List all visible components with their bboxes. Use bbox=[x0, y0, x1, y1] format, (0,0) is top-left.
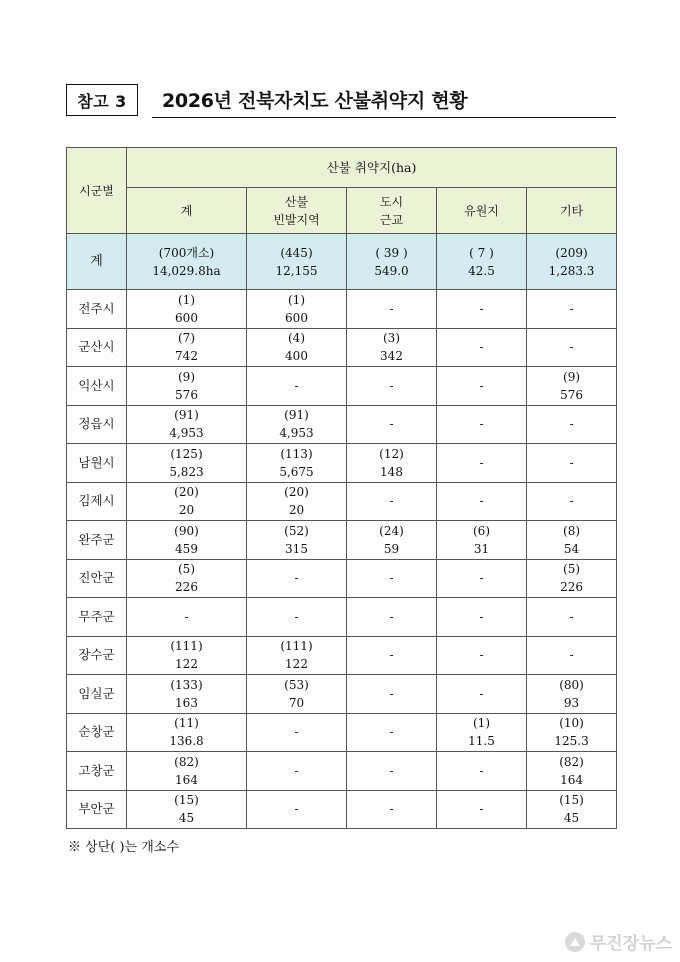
count-value: (1) bbox=[288, 292, 305, 307]
empty-value: - bbox=[389, 648, 394, 663]
empty-value: - bbox=[569, 417, 574, 432]
count-value: (111) bbox=[280, 639, 313, 654]
data-cell bbox=[437, 405, 527, 444]
area-value: 342 bbox=[380, 349, 403, 364]
data-cell bbox=[127, 405, 247, 444]
count-value: (52) bbox=[284, 523, 309, 538]
empty-value: - bbox=[294, 725, 299, 740]
data-cell bbox=[127, 234, 247, 290]
data-cell bbox=[347, 559, 437, 598]
table-row bbox=[67, 752, 617, 791]
table-row bbox=[67, 675, 617, 714]
empty-value: - bbox=[389, 494, 394, 509]
area-value: 136.8 bbox=[169, 734, 204, 749]
area-value: 549.0 bbox=[374, 263, 409, 278]
page-title: 2026년 전북자치도 산불취약지 현황 bbox=[162, 90, 468, 112]
empty-value: - bbox=[389, 609, 394, 624]
empty-value: - bbox=[389, 802, 394, 817]
data-cell bbox=[127, 328, 247, 367]
count-value: (209) bbox=[555, 245, 588, 260]
data-cell bbox=[437, 790, 527, 829]
data-cell bbox=[437, 482, 527, 521]
count-value: (91) bbox=[174, 408, 199, 423]
area-value: 20 bbox=[178, 503, 195, 518]
empty-value: - bbox=[479, 378, 484, 393]
data-cell bbox=[247, 713, 347, 752]
count-value: (91) bbox=[284, 408, 309, 423]
count-value: (10) bbox=[559, 716, 584, 731]
table-row bbox=[67, 636, 617, 675]
data-cell bbox=[347, 367, 437, 406]
data-cell bbox=[527, 482, 617, 521]
count-value: (90) bbox=[174, 523, 199, 538]
area-value: 576 bbox=[175, 387, 198, 402]
mountain-logo-icon bbox=[565, 932, 585, 952]
empty-value: - bbox=[294, 802, 299, 817]
data-cell bbox=[437, 367, 527, 406]
data-cell bbox=[437, 636, 527, 675]
data-cell bbox=[527, 675, 617, 714]
empty-value: - bbox=[479, 763, 484, 778]
region-name: 정읍시 bbox=[67, 405, 127, 444]
data-cell bbox=[527, 328, 617, 367]
area-value: 164 bbox=[560, 772, 583, 787]
data-cell bbox=[527, 636, 617, 675]
count-value: (445) bbox=[280, 245, 313, 260]
region-name: 군산시 bbox=[67, 328, 127, 367]
area-value: 315 bbox=[285, 541, 308, 556]
count-value: (5) bbox=[178, 562, 195, 577]
data-cell bbox=[247, 790, 347, 829]
area-value: 59 bbox=[383, 541, 400, 556]
data-cell bbox=[437, 234, 527, 290]
count-value: (1) bbox=[178, 292, 195, 307]
data-cell bbox=[127, 482, 247, 521]
data-cell bbox=[127, 790, 247, 829]
region-name: 장수군 bbox=[67, 636, 127, 675]
data-cell bbox=[127, 675, 247, 714]
empty-value: - bbox=[389, 725, 394, 740]
area-value: 226 bbox=[560, 580, 583, 595]
count-value: (11) bbox=[174, 716, 199, 731]
area-value: 45 bbox=[178, 811, 195, 826]
count-value: (15) bbox=[174, 793, 199, 808]
empty-value: - bbox=[294, 378, 299, 393]
empty-value: - bbox=[479, 417, 484, 432]
data-cell bbox=[247, 636, 347, 675]
watermark bbox=[565, 929, 672, 954]
area-value: 5,675 bbox=[279, 464, 314, 479]
data-cell bbox=[437, 444, 527, 483]
area-value: 54 bbox=[563, 541, 580, 556]
data-cell bbox=[247, 328, 347, 367]
area-value: 125.3 bbox=[554, 734, 589, 749]
empty-value: - bbox=[479, 802, 484, 817]
wildfire-vulnerable-area-table bbox=[66, 147, 617, 829]
area-value: 12,155 bbox=[275, 263, 318, 278]
data-cell bbox=[247, 405, 347, 444]
empty-value: - bbox=[479, 648, 484, 663]
data-cell bbox=[347, 328, 437, 367]
data-cell bbox=[347, 713, 437, 752]
group-header: 산불 취약지(ha) bbox=[127, 148, 617, 188]
data-cell bbox=[247, 521, 347, 560]
area-value: 14,029.8ha bbox=[152, 263, 221, 278]
data-cell bbox=[347, 636, 437, 675]
count-value: (125) bbox=[170, 446, 203, 461]
total-row-label: 계 bbox=[67, 234, 127, 290]
count-value: (24) bbox=[379, 523, 404, 538]
count-value: (111) bbox=[170, 639, 203, 654]
empty-value: - bbox=[389, 378, 394, 393]
region-name: 순창군 bbox=[67, 713, 127, 752]
data-cell bbox=[247, 367, 347, 406]
empty-value: - bbox=[389, 763, 394, 778]
area-value: 164 bbox=[175, 772, 198, 787]
table-row bbox=[67, 559, 617, 598]
data-cell bbox=[437, 559, 527, 598]
region-name: 무주군 bbox=[67, 598, 127, 637]
empty-value: - bbox=[569, 340, 574, 355]
count-value: (3) bbox=[383, 331, 400, 346]
data-cell bbox=[527, 444, 617, 483]
data-cell bbox=[527, 405, 617, 444]
area-value: 163 bbox=[175, 695, 198, 710]
data-cell bbox=[527, 290, 617, 329]
area-value: 4,953 bbox=[169, 426, 204, 441]
count-value: (20) bbox=[174, 485, 199, 500]
count-value: (4) bbox=[288, 331, 305, 346]
table-row bbox=[67, 367, 617, 406]
empty-value: - bbox=[479, 571, 484, 586]
region-name: 익산시 bbox=[67, 367, 127, 406]
data-cell bbox=[127, 367, 247, 406]
data-cell bbox=[127, 521, 247, 560]
data-cell bbox=[247, 482, 347, 521]
data-cell bbox=[437, 598, 527, 637]
reference-label-box bbox=[66, 84, 138, 116]
count-value: (700개소) bbox=[158, 245, 215, 260]
table-row bbox=[67, 790, 617, 829]
count-value: (133) bbox=[170, 677, 203, 692]
region-name: 고창군 bbox=[67, 752, 127, 791]
data-cell bbox=[347, 521, 437, 560]
data-cell bbox=[347, 290, 437, 329]
empty-value: - bbox=[569, 609, 574, 624]
table-row bbox=[67, 405, 617, 444]
empty-value: - bbox=[479, 686, 484, 701]
reference-label: 참고 3 bbox=[77, 91, 127, 111]
area-value: 1,283.3 bbox=[548, 263, 595, 278]
empty-value: - bbox=[294, 609, 299, 624]
data-cell bbox=[437, 328, 527, 367]
column-header-line2: 근교 bbox=[379, 212, 404, 227]
column-header bbox=[247, 188, 347, 234]
area-value: 122 bbox=[285, 657, 308, 672]
area-value: 600 bbox=[285, 310, 308, 325]
area-value: 20 bbox=[288, 503, 305, 518]
table-row bbox=[67, 521, 617, 560]
column-header bbox=[437, 188, 527, 234]
data-cell bbox=[247, 598, 347, 637]
area-value: 31 bbox=[473, 541, 490, 556]
data-cell bbox=[527, 790, 617, 829]
area-value: 742 bbox=[175, 349, 198, 364]
data-cell bbox=[347, 482, 437, 521]
data-cell bbox=[437, 675, 527, 714]
data-cell bbox=[437, 290, 527, 329]
region-name: 남원시 bbox=[67, 444, 127, 483]
title-underline bbox=[152, 117, 616, 118]
area-value: 42.5 bbox=[468, 263, 495, 278]
data-cell bbox=[347, 675, 437, 714]
count-value: (7) bbox=[178, 331, 195, 346]
area-value: 11.5 bbox=[468, 734, 495, 749]
data-cell bbox=[247, 444, 347, 483]
footnote: ※ 상단( )는 개소수 bbox=[68, 840, 179, 855]
area-value: 122 bbox=[175, 657, 198, 672]
table-row bbox=[67, 713, 617, 752]
data-cell bbox=[127, 290, 247, 329]
count-value: (82) bbox=[559, 754, 584, 769]
count-value: (15) bbox=[559, 793, 584, 808]
table-row bbox=[67, 444, 617, 483]
data-cell bbox=[127, 636, 247, 675]
count-value: (9) bbox=[563, 369, 581, 384]
data-cell bbox=[527, 713, 617, 752]
area-value: 400 bbox=[285, 349, 308, 364]
count-value: ( 39 ) bbox=[375, 245, 408, 260]
region-column-header: 시군별 bbox=[67, 148, 127, 234]
empty-value: - bbox=[479, 455, 484, 470]
empty-value: - bbox=[569, 648, 574, 663]
region-name: 전주시 bbox=[67, 290, 127, 329]
data-cell bbox=[347, 598, 437, 637]
count-value: (113) bbox=[280, 446, 313, 461]
data-cell bbox=[127, 444, 247, 483]
data-cell bbox=[247, 752, 347, 791]
data-cell bbox=[347, 444, 437, 483]
data-cell bbox=[527, 367, 617, 406]
region-name: 부안군 bbox=[67, 790, 127, 829]
area-value: 4,953 bbox=[279, 426, 314, 441]
region-name: 완주군 bbox=[67, 521, 127, 560]
empty-value: - bbox=[389, 571, 394, 586]
area-value: 226 bbox=[175, 580, 198, 595]
empty-value: - bbox=[479, 609, 484, 624]
column-header-line1: 계 bbox=[180, 203, 193, 218]
count-value: (1) bbox=[473, 716, 490, 731]
empty-value: - bbox=[479, 340, 484, 355]
region-name: 임실군 bbox=[67, 675, 127, 714]
count-value: (9) bbox=[178, 369, 195, 384]
empty-value: - bbox=[184, 609, 189, 624]
empty-value: - bbox=[294, 571, 299, 586]
count-value: (80) bbox=[559, 677, 584, 692]
count-value: (12) bbox=[379, 446, 404, 461]
empty-value: - bbox=[294, 763, 299, 778]
count-value: (8) bbox=[563, 523, 581, 538]
data-cell bbox=[527, 234, 617, 290]
area-value: 5,823 bbox=[169, 464, 204, 479]
data-cell bbox=[347, 405, 437, 444]
region-name: 김제시 bbox=[67, 482, 127, 521]
area-value: 576 bbox=[560, 387, 583, 402]
column-header-line2: 빈발지역 bbox=[273, 212, 320, 227]
data-cell bbox=[437, 752, 527, 791]
data-cell bbox=[347, 234, 437, 290]
data-cell bbox=[247, 290, 347, 329]
data-cell bbox=[527, 559, 617, 598]
count-value: (82) bbox=[174, 754, 199, 769]
watermark-text: 무진장뉴스 bbox=[589, 934, 672, 954]
column-header bbox=[527, 188, 617, 234]
area-value: 148 bbox=[380, 464, 403, 479]
data-cell bbox=[437, 713, 527, 752]
area-value: 45 bbox=[563, 811, 580, 826]
column-header-line1: 유원지 bbox=[464, 203, 499, 218]
data-cell bbox=[527, 521, 617, 560]
data-cell bbox=[247, 675, 347, 714]
column-header bbox=[347, 188, 437, 234]
column-header-line1: 기타 bbox=[559, 203, 584, 218]
empty-value: - bbox=[389, 686, 394, 701]
empty-value: - bbox=[569, 301, 574, 316]
area-value: 93 bbox=[563, 695, 580, 710]
data-cell bbox=[127, 559, 247, 598]
data-cell bbox=[527, 752, 617, 791]
data-cell bbox=[347, 752, 437, 791]
area-value: 459 bbox=[175, 541, 198, 556]
data-cell bbox=[347, 790, 437, 829]
area-value: 600 bbox=[175, 310, 198, 325]
empty-value: - bbox=[479, 301, 484, 316]
count-value: (5) bbox=[563, 562, 581, 577]
table-row bbox=[67, 328, 617, 367]
data-cell bbox=[127, 598, 247, 637]
empty-value: - bbox=[569, 494, 574, 509]
region-name: 진안군 bbox=[67, 559, 127, 598]
count-value: (6) bbox=[473, 523, 490, 538]
empty-value: - bbox=[389, 417, 394, 432]
column-header bbox=[127, 188, 247, 234]
data-cell bbox=[247, 234, 347, 290]
empty-value: - bbox=[569, 455, 574, 470]
empty-value: - bbox=[389, 301, 394, 316]
column-header-line1: 산불 bbox=[284, 194, 309, 209]
count-value: (53) bbox=[284, 677, 309, 692]
count-value: ( 7 ) bbox=[469, 245, 494, 260]
data-cell bbox=[127, 713, 247, 752]
data-cell bbox=[527, 598, 617, 637]
table-row bbox=[67, 482, 617, 521]
data-cell bbox=[127, 752, 247, 791]
column-header-line1: 도시 bbox=[379, 194, 404, 209]
empty-value: - bbox=[479, 494, 484, 509]
data-cell bbox=[247, 559, 347, 598]
data-cell bbox=[437, 521, 527, 560]
table-row bbox=[67, 290, 617, 329]
area-value: 70 bbox=[288, 695, 305, 710]
table-row bbox=[67, 598, 617, 637]
count-value: (20) bbox=[284, 485, 309, 500]
